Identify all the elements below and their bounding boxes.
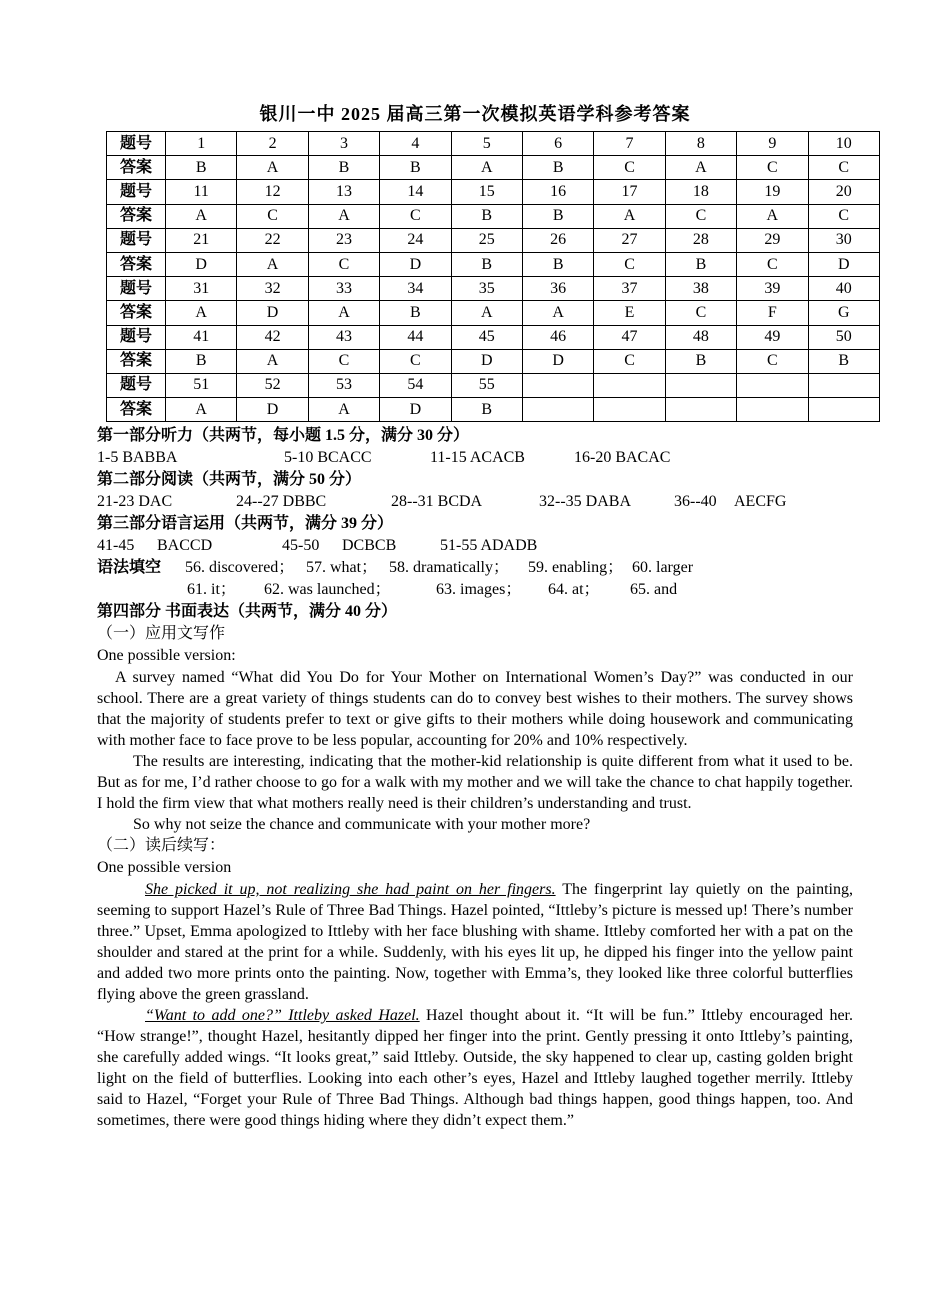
question-number-cell: 23: [308, 228, 379, 252]
question-number-cell: 41: [166, 325, 237, 349]
grammar-item: 61. it；: [187, 581, 236, 598]
answer-cell: E: [594, 301, 665, 325]
part2-item: 21-23 DAC: [97, 493, 173, 510]
essay1-paragraph: So why not seize the chance and communicate with your mother more?: [133, 816, 591, 833]
question-number-cell: [737, 373, 808, 397]
answer-cell: B: [308, 156, 379, 180]
answer-cell: B: [665, 252, 736, 276]
page-title: 银川一中 2025 届高三第一次模拟英语学科参考答案: [259, 104, 691, 124]
part4-heading: 第四部分 书面表达（共两节，满分 40 分）: [97, 603, 398, 620]
answer-cell: [808, 398, 879, 422]
answer-cell: A: [665, 156, 736, 180]
question-number-cell: [665, 373, 736, 397]
answer-cell: D: [380, 398, 451, 422]
question-number-cell: 47: [594, 325, 665, 349]
question-number-cell: 29: [737, 228, 808, 252]
answer-label: 答案: [107, 398, 166, 422]
answer-cell: D: [451, 349, 522, 373]
question-number-cell: 17: [594, 180, 665, 204]
question-number-cell: 50: [808, 325, 879, 349]
answer-cell: A: [166, 204, 237, 228]
section1-title: （一）应用文写作: [97, 625, 226, 642]
question-number-cell: 8: [665, 132, 736, 156]
grammar-item: 63. images；: [436, 581, 522, 598]
answer-row: [107, 252, 880, 276]
grammar-item: 57. what；: [306, 559, 378, 576]
question-number-cell: 19: [737, 180, 808, 204]
answer-label: 答案: [107, 156, 166, 180]
question-number-cell: 18: [665, 180, 736, 204]
answer-cell: A: [451, 156, 522, 180]
question-number-cell: 32: [237, 277, 308, 301]
question-number-cell: 30: [808, 228, 879, 252]
part1-item: 16-20 BACAC: [574, 449, 671, 466]
question-number-cell: 14: [380, 180, 451, 204]
answer-cell: A: [237, 349, 308, 373]
answer-content: [97, 425, 853, 1131]
answer-cell: B: [380, 156, 451, 180]
essay1-paragraph: The results are interesting, indicating that the mother-kid relationship is quite different from what it used to be. But as for me, I’d rather choose to go for a walk with my mother and we will take the chance to chat happily together. I hold the firm view that what mothers really need is their children’s understanding and trust.: [97, 753, 853, 812]
question-number-cell: 21: [166, 228, 237, 252]
answer-cell: B: [451, 204, 522, 228]
answer-cell: C: [594, 252, 665, 276]
part1-item: 1-5 BABBA: [97, 449, 178, 466]
answer-cell: B: [380, 301, 451, 325]
question-number-cell: 3: [308, 132, 379, 156]
question-number-cell: 40: [808, 277, 879, 301]
answer-cell: D: [522, 349, 593, 373]
part2-item: 32--35 DABA: [539, 493, 631, 510]
question-number-cell: 15: [451, 180, 522, 204]
answer-cell: B: [522, 204, 593, 228]
essay2-text: The fingerprint lay quietly on the painting, seeming to support Hazel’s Rule of Three Bad Things. Hazel pointed, “Ittleby’s picture is messed up! There’s number three.” Upset, Emma apologized to Ittleby with her face blushing with shame. Ittleby comforted her with a pat on the shoulder and stared at the print for a while. Suddenly, with his eyes lit up, he dipped his finger into the yellow paint and added two more prints onto the painting. Now, together with Emma’s, they looked like three colorful butterflies flying above the green grassland.: [97, 881, 853, 1003]
question-number-cell: 2: [237, 132, 308, 156]
answer-row: [107, 349, 880, 373]
essay2-paragraph-2: [97, 1005, 853, 1131]
answer-cell: C: [380, 204, 451, 228]
question-number-cell: 44: [380, 325, 451, 349]
answer-cell: C: [665, 204, 736, 228]
question-number-cell: [808, 373, 879, 397]
answer-cell: B: [665, 349, 736, 373]
answer-label: 答案: [107, 252, 166, 276]
answer-cell: A: [166, 301, 237, 325]
question-number-cell: 13: [308, 180, 379, 204]
part1-item: 11-15 ACACB: [430, 449, 525, 466]
answer-cell: [737, 398, 808, 422]
answer-cell: C: [594, 349, 665, 373]
answer-row: [107, 156, 880, 180]
answer-row: [107, 398, 880, 422]
answer-cell: D: [380, 252, 451, 276]
question-number-cell: 53: [308, 373, 379, 397]
question-number-cell: 27: [594, 228, 665, 252]
question-number-cell: 39: [737, 277, 808, 301]
answer-cell: D: [166, 252, 237, 276]
question-number-label: 题号: [107, 228, 166, 252]
section2-title: （二）读后续写：: [97, 837, 226, 854]
question-number-label: 题号: [107, 180, 166, 204]
question-number-cell: 55: [451, 373, 522, 397]
answer-table: [106, 131, 880, 422]
answer-cell: C: [380, 349, 451, 373]
answer-cell: A: [237, 252, 308, 276]
part2-item: 28--31 BCDA: [391, 493, 483, 510]
question-number-row: [107, 277, 880, 301]
grammar-item: 59. enabling；: [528, 559, 624, 576]
question-number-cell: 52: [237, 373, 308, 397]
part1-heading: 第一部分听力（共两节，每小题 1.5 分，满分 30 分）: [97, 427, 470, 444]
part3-item: 51-55 ADADB: [440, 537, 538, 554]
answer-cell: A: [737, 204, 808, 228]
question-number-cell: 54: [380, 373, 451, 397]
given-first-sentence: She picked it up, not realizing she had paint on her fingers.: [145, 881, 556, 898]
answer-cell: [522, 398, 593, 422]
section2-version: One possible version: [97, 859, 232, 876]
answer-cell: C: [808, 156, 879, 180]
part1-answers: [97, 447, 853, 469]
question-number-row: [107, 132, 880, 156]
question-number-cell: 34: [380, 277, 451, 301]
question-number-cell: [594, 373, 665, 397]
part2-item: 24--27 DBBC: [236, 493, 327, 510]
grammar-label: 语法填空: [97, 559, 162, 576]
part3-heading: 第三部分语言运用（共两节，满分 39 分）: [97, 515, 394, 532]
part2-heading: 第二部分阅读（共两节，满分 50 分）: [97, 471, 362, 488]
answer-cell: C: [808, 204, 879, 228]
question-number-cell: 33: [308, 277, 379, 301]
essay2-paragraph-1: [97, 879, 853, 1005]
question-number-cell: 1: [166, 132, 237, 156]
part2-answers: [97, 491, 853, 513]
answer-row: [107, 301, 880, 325]
question-number-cell: 22: [237, 228, 308, 252]
question-number-cell: 4: [380, 132, 451, 156]
answer-cell: B: [166, 156, 237, 180]
question-number-label: 题号: [107, 132, 166, 156]
question-number-cell: 24: [380, 228, 451, 252]
given-first-sentence: “Want to add one?” Ittleby asked Hazel.: [145, 1007, 420, 1024]
answer-cell: B: [451, 252, 522, 276]
question-number-cell: 48: [665, 325, 736, 349]
part2-item: 36--40: [674, 493, 717, 510]
answer-cell: D: [237, 398, 308, 422]
part3-item: 45-50: [282, 537, 320, 554]
grammar-item: 65. and: [630, 581, 678, 598]
answer-cell: [665, 398, 736, 422]
answer-cell: A: [308, 398, 379, 422]
answer-cell: B: [522, 156, 593, 180]
grammar-item: 58. dramatically；: [389, 559, 509, 576]
question-number-row: [107, 180, 880, 204]
answer-label: 答案: [107, 301, 166, 325]
answer-cell: C: [308, 252, 379, 276]
question-number-cell: 10: [808, 132, 879, 156]
question-number-row: [107, 228, 880, 252]
grammar-line-2: [97, 579, 853, 601]
answer-cell: C: [665, 301, 736, 325]
question-number-cell: 12: [237, 180, 308, 204]
part2-item: AECFG: [734, 493, 787, 510]
part3-answers: [97, 535, 853, 557]
question-number-cell: 36: [522, 277, 593, 301]
question-number-cell: 28: [665, 228, 736, 252]
question-number-cell: 43: [308, 325, 379, 349]
question-number-cell: [522, 373, 593, 397]
question-number-cell: 9: [737, 132, 808, 156]
answer-cell: B: [522, 252, 593, 276]
answer-cell: F: [737, 301, 808, 325]
answer-cell: B: [451, 398, 522, 422]
answer-cell: A: [451, 301, 522, 325]
question-number-cell: 26: [522, 228, 593, 252]
section1-version: One possible version:: [97, 647, 236, 664]
question-number-cell: 37: [594, 277, 665, 301]
part3-item: DCBCB: [342, 537, 397, 554]
question-number-cell: 20: [808, 180, 879, 204]
answer-cell: A: [522, 301, 593, 325]
answer-cell: C: [308, 349, 379, 373]
part3-item: BACCD: [157, 537, 213, 554]
answer-cell: [594, 398, 665, 422]
answer-label: 答案: [107, 349, 166, 373]
part1-item: 5-10 BCACC: [284, 449, 372, 466]
answer-label: 答案: [107, 204, 166, 228]
essay2-text: Hazel thought about it. “It will be fun.” Ittleby encouraged her. “How strange!”, thought Hazel, hesitantly dipped her finger into the print. Gently pressing it onto Ittleby’s painting, she carefully added wings. “It looks great,” said Ittleby. Outside, the sky happened to clear up, casting golden bright light on the field of butterflies. Looking into each other’s eyes, Hazel and Ittleby laughed together merrily. Ittleby said to Hazel, “Forget your Rule of Three Bad Things. Although bad things happen, good things happen, too. And sometimes, there were good things hiding where they didn’t expect them.”: [97, 1007, 853, 1129]
question-number-cell: 46: [522, 325, 593, 349]
question-number-cell: 25: [451, 228, 522, 252]
answer-cell: A: [308, 204, 379, 228]
question-number-cell: 49: [737, 325, 808, 349]
essay1-paragraph: A survey named “What did You Do for Your Mother on International Women’s Day?” was conducted in our school. There are a great variety of things students can do to convey best wishes to their mothers. The survey shows that the majority of students prefer to text or give gifts to their mothers while doing housework and communicating with mother face to face prove to be less popular, accounting for 20% and 10% respectively.: [97, 669, 853, 749]
question-number-cell: 35: [451, 277, 522, 301]
answer-cell: A: [166, 398, 237, 422]
question-number-cell: 51: [166, 373, 237, 397]
grammar-item: 62. was launched；: [264, 581, 391, 598]
grammar-item: 64. at；: [548, 581, 600, 598]
answer-cell: D: [237, 301, 308, 325]
answer-cell: B: [166, 349, 237, 373]
answer-cell: A: [594, 204, 665, 228]
question-number-cell: 6: [522, 132, 593, 156]
question-number-cell: 16: [522, 180, 593, 204]
answer-cell: G: [808, 301, 879, 325]
question-number-label: 题号: [107, 325, 166, 349]
answer-cell: A: [237, 156, 308, 180]
question-number-cell: 42: [237, 325, 308, 349]
answer-cell: D: [808, 252, 879, 276]
question-number-cell: 38: [665, 277, 736, 301]
answer-cell: C: [737, 349, 808, 373]
question-number-cell: 5: [451, 132, 522, 156]
part3-item: 41-45: [97, 537, 135, 554]
answer-cell: B: [808, 349, 879, 373]
question-number-label: 题号: [107, 277, 166, 301]
question-number-cell: 11: [166, 180, 237, 204]
grammar-item: 60. larger: [632, 559, 694, 576]
grammar-item: 56. discovered；: [185, 559, 295, 576]
grammar-line-1: [97, 557, 853, 579]
question-number-label: 题号: [107, 373, 166, 397]
answer-cell: C: [737, 156, 808, 180]
answer-cell: A: [308, 301, 379, 325]
answer-cell: C: [594, 156, 665, 180]
question-number-cell: 7: [594, 132, 665, 156]
question-number-cell: 45: [451, 325, 522, 349]
question-number-row: [107, 325, 880, 349]
answer-row: [107, 204, 880, 228]
question-number-row: [107, 373, 880, 397]
answer-cell: C: [237, 204, 308, 228]
answer-cell: C: [737, 252, 808, 276]
question-number-cell: 31: [166, 277, 237, 301]
